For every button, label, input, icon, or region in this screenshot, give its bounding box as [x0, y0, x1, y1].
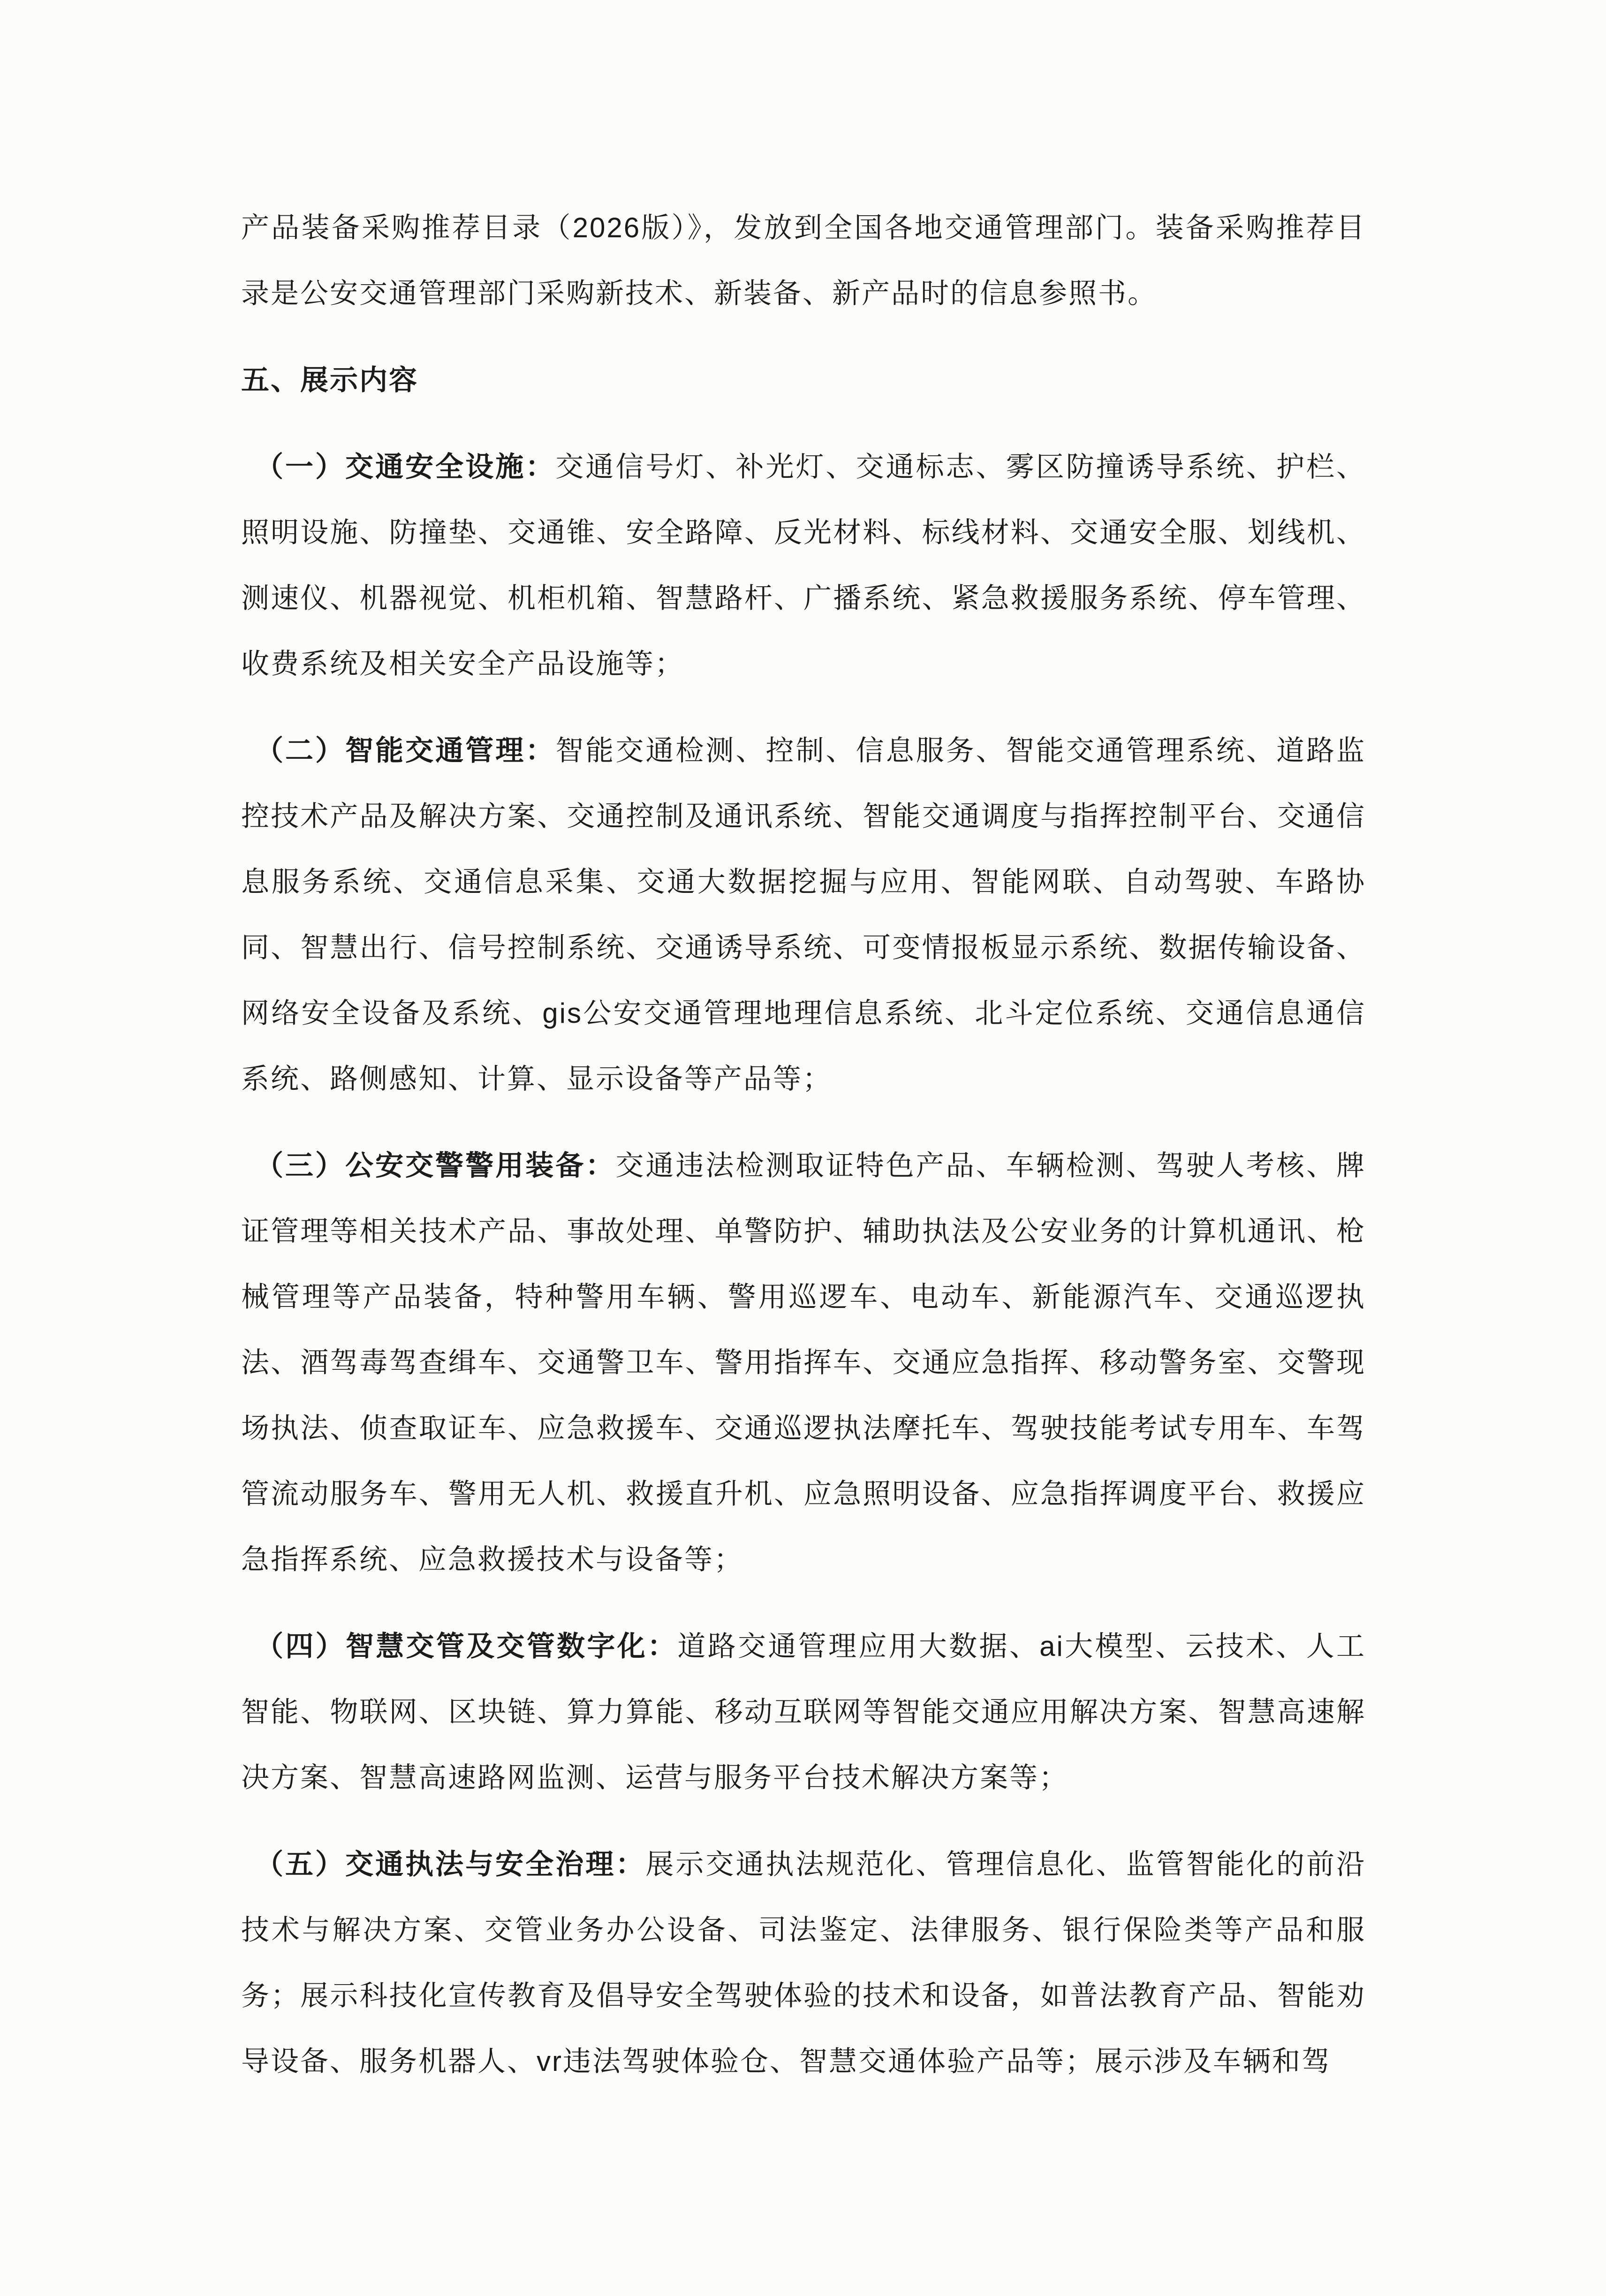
paragraph-section-4 — [241, 1614, 1366, 1811]
paragraph-section-1 — [241, 434, 1366, 697]
paragraph-section-3 — [241, 1133, 1366, 1593]
section-4-body: 道路交通管理应用大数据、ai大模型、云技术、人工智能、物联网、区块链、算力算能、移动互联网等智能交通应用解决方案、智慧高速解决方案、智慧高速路网监测、运营与服务平台技术解决方案等； — [241, 1631, 1366, 1793]
section-3-body: 交通违法检测取证特色产品、车辆检测、驾驶人考核、牌证管理等相关技术产品、事故处理、单警防护、辅助执法及公安业务的计算机通讯、枪械管理等产品装备，特种警用车辆、警用巡逻车、电动车、新能源汽车、交通巡逻执法、酒驾毒驾查缉车、交通警卫车、警用指挥车、交通应急指挥、移动警务室、交警现场执法、侦查取证车、应急救援车、交通巡逻执法摩托车、驾驶技能考试专用车、车驾管流动服务车、警用无人机、救援直升机、应急照明设备、应急指挥调度平台、救援应急指挥系统、应急救援技术与设备等； — [241, 1150, 1366, 1575]
paragraph-intro-text: 产品装备采购推荐目录（2026版）》，发放到全国各地交通管理部门。装备采购推荐目录是公安交通管理部门采购新技术、新装备、新产品时的信息参照书。 — [241, 212, 1366, 309]
section-4-label: （四）智慧交管及交管数字化： — [255, 1631, 678, 1662]
section-3-label: （三）公安交警警用装备： — [255, 1150, 616, 1181]
paragraph-section-2 — [241, 718, 1366, 1112]
section-5-body: 展示交通执法规范化、管理信息化、监管智能化的前沿技术与解决方案、交管业务办公设备、司法鉴定、法律服务、银行保险类等产品和服务；展示科技化宣传教育及倡导安全驾驶体验的技术和设备，如普法教育产品、智能劝导设备、服务机器人、vr违法驾驶体验仓、智慧交通体验产品等；展示涉及车辆和驾 — [241, 1849, 1366, 2077]
section-1-body: 交通信号灯、补光灯、交通标志、雾区防撞诱导系统、护栏、照明设施、防撞垫、交通锥、安全路障、反光材料、标线材料、交通安全服、划线机、测速仪、机器视觉、机柜机箱、智慧路杆、广播系统、紧急救援服务系统、停车管理、收费系统及相关安全产品设施等； — [241, 451, 1366, 680]
section-2-body: 智能交通检测、控制、信息服务、智能交通管理系统、道路监控技术产品及解决方案、交通控制及通讯系统、智能交通调度与指挥控制平台、交通信息服务系统、交通信息采集、交通大数据挖掘与应用、智能网联、自动驾驶、车路协同、智慧出行、信号控制系统、交通诱导系统、可变情报板显示系统、数据传输设备、网络安全设备及系统、gis公安交通管理地理信息系统、北斗定位系统、交通信息通信系统、路侧感知、计算、显示设备等产品等； — [241, 735, 1366, 1095]
section-1-label: （一）交通安全设施： — [255, 451, 556, 483]
section-2-label: （二）智能交通管理： — [255, 735, 556, 766]
section-heading: 五、展示内容 — [241, 364, 418, 396]
paragraph-intro — [241, 195, 1366, 326]
paragraph-section-5 — [241, 1832, 1366, 2094]
section-5-label: （五）交通执法与安全治理： — [255, 1849, 646, 1880]
